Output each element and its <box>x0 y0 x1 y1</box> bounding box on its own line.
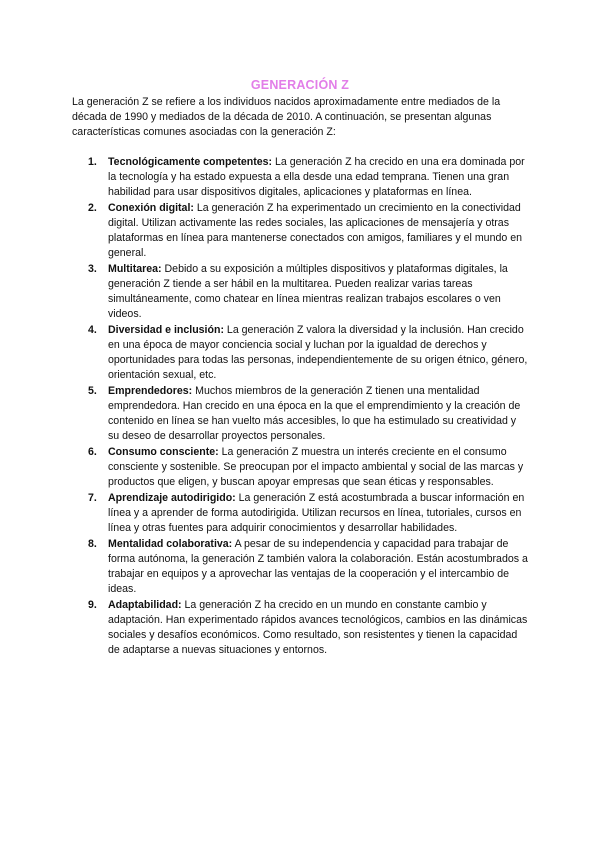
list-item-lead: Mentalidad colaborativa: <box>108 538 233 550</box>
list-item-text: La generación Z muestra un interés creciente en el consumo consciente y sostenible. Se preocupan por el impacto ambiental y social de las marcas y productos que eligen, y buscan apoyar empresas que sean éticas y responsables. <box>108 446 524 488</box>
list-item-lead: Adaptabilidad: <box>108 599 182 611</box>
list-item <box>88 384 528 444</box>
list-item-number: 1. <box>88 156 97 168</box>
list-item-number: 6. <box>88 446 97 458</box>
document-title: GENERACIÓN Z <box>250 78 350 92</box>
list-item-text: A pesar de su independencia y capacidad para trabajar de forma autónoma, la generación Z también valora la colaboración. Están acostumbrados a trabajar en equipos y a aprovechar las ventajas de la cooperación y el intercambio de ideas. <box>108 538 528 595</box>
list-item-text: Muchos miembros de la generación Z tienen una mentalidad emprendedora. Han crecido en una época en la que el emprendimiento y la creación de contenido en línea se han vuelto más accesibles, lo que ha estimulado su creatividad y su deseo de desarrollar proyectos personales. <box>108 385 521 442</box>
list-item-lead: Conexión digital: <box>108 202 194 214</box>
list-item-text: La generación Z ha experimentado un crecimiento en la conectividad digital. Utilizan activamente las redes sociales, las aplicaciones de mensajería y otras plataformas en línea para mantenerse conectados con amigos, familiares y el mundo en general. <box>108 202 522 259</box>
list-item-lead: Tecnológicamente competentes: <box>108 156 273 168</box>
list-item-text: La generación Z está acostumbrada a buscar información en línea y a aprender de forma autodirigida. Utilizan recursos en línea, tutoriales, cursos en línea y otras fuentes para adquirir conocimientos y desarrollar habilidades. <box>108 492 525 534</box>
list-item-text: Debido a su exposición a múltiples dispositivos y plataformas digitales, la generación Z tiende a ser hábil en la multitarea. Pueden realizar varias tareas simultáneamente, como chatear en línea mientras realizan trabajos escolares o ven videos. <box>108 263 508 320</box>
list-item-lead: Diversidad e inclusión: <box>108 324 224 336</box>
list-item <box>88 491 528 536</box>
list-item-lead: Multitarea: <box>108 263 162 275</box>
list-item <box>88 201 528 261</box>
list-item <box>88 598 528 658</box>
list-item-text: La generación Z ha crecido en una era dominada por la tecnología y ha estado expuesta a ella desde una edad temprana. Tienen una gran habilidad para usar dispositivos digitales, aplicaciones y plataformas en línea. <box>108 156 525 198</box>
list-item <box>88 445 528 490</box>
list-item-lead: Aprendizaje autodirigido: <box>108 492 236 504</box>
list-item <box>88 537 528 597</box>
list-item <box>88 155 528 200</box>
list-item-number: 2. <box>88 202 97 214</box>
list-item-number: 3. <box>88 263 97 275</box>
list-item-number: 9. <box>88 599 97 611</box>
list-item-number: 7. <box>88 492 97 504</box>
characteristics-list <box>88 155 528 659</box>
list-item-lead: Emprendedores: <box>108 385 193 397</box>
list-item-lead: Consumo consciente: <box>108 446 219 458</box>
list-item-number: 8. <box>88 538 97 550</box>
list-item-text: La generación Z valora la diversidad y la inclusión. Han crecido en una época de mayor conciencia social y luchan por la igualdad de derechos y oportunidades para todas las personas, independientemente de su origen étnico, género, orientación sexual, etc. <box>108 324 528 381</box>
list-item-number: 5. <box>88 385 97 397</box>
list-item-number: 4. <box>88 324 97 336</box>
intro-paragraph: La generación Z se refiere a los individuos nacidos aproximadamente entre mediados de la década de 1990 y mediados de la década de 2010. A continuación, se presentan algunas características comunes asociadas con la generación Z: <box>72 96 501 138</box>
list-item-text: La generación Z ha crecido en un mundo en constante cambio y adaptación. Han experimentado rápidos avances tecnológicos, cambios en las dinámicas sociales y desafíos económicos. Como resultado, son resistentes y tienen la capacidad de adaptarse a nuevas situaciones y entornos. <box>108 599 528 656</box>
list-item <box>88 262 528 322</box>
list-item <box>88 323 528 383</box>
